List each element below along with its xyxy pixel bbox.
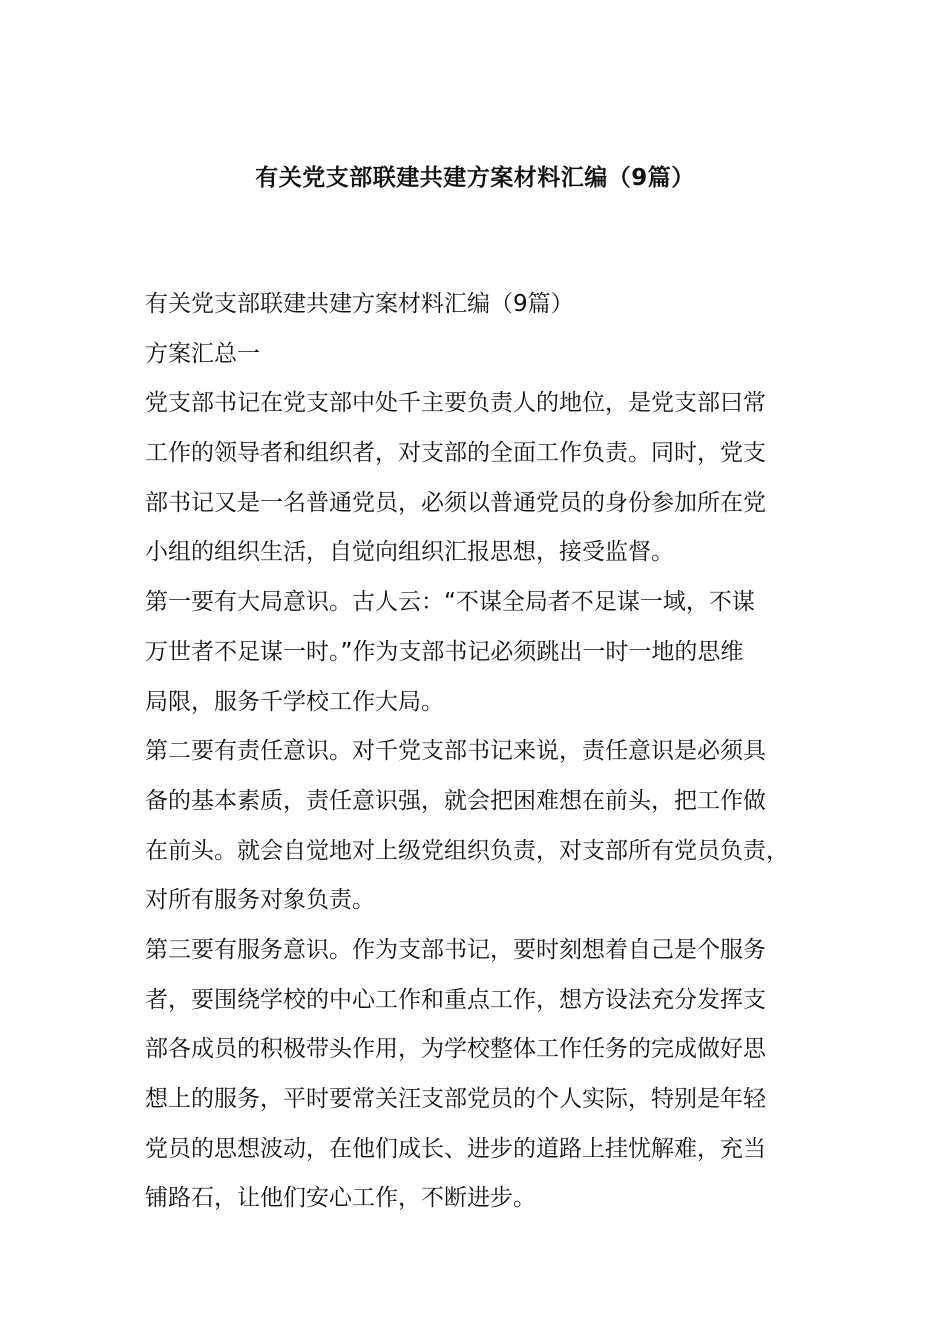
body-line: 在前头。就会自觉地对上级党组织负责，对支部所有党员负责， <box>145 837 789 864</box>
body-line: 局限，服务千学校工作大局。 <box>145 688 444 715</box>
body-line: 第三要有服务意识。作为支部书记，要时刻想着自己是个服务 <box>145 936 766 963</box>
body-line: 部书记又是一名普通党员，必须以普通党员的身份参加所在党 <box>145 489 766 516</box>
body-line: 有关党支部联建共建方案材料汇编（9篇） <box>145 291 574 317</box>
body-line: 第二要有责任意识。对千党支部书记来说，责任意识是必须具 <box>145 738 766 765</box>
body-line: 方案汇总一 <box>145 340 260 367</box>
body-line: 万世者不足谋一时。”作为支部书记必须跳出一时一地的思维 <box>145 638 744 665</box>
body-line: 部各成员的积极带头作用，为学校整体工作任务的完成做好思 <box>145 1036 766 1063</box>
document-body <box>145 280 817 1224</box>
body-line: 者，要围绕学校的中心工作和重点工作，想方设法充分发挥支 <box>145 986 766 1013</box>
body-line: 铺路石，让他们安心工作，不断进步。 <box>145 1185 536 1212</box>
document-title: 有关党支部联建共建方案材料汇编（9篇） <box>255 165 695 191</box>
body-line: 工作的领导者和组织者，对支部的全面工作负责。同时，党支 <box>145 440 766 467</box>
body-line: 备的基本素质，责任意识强，就会把困难想在前头，把工作做 <box>145 787 766 814</box>
body-line: 小组的组织生活，自觉向组织汇报思想，接受监督。 <box>145 539 674 566</box>
body-line: 第一要有大局意识。古人云：“不谋全局者不足谋一域，不谋 <box>145 589 755 616</box>
body-line: 党支部书记在党支部中处千主要负责人的地位，是党支部曰常 <box>145 390 766 417</box>
body-line: 党员的思想波动，在他们成长、进步的道路上挂忧解难，充当 <box>145 1135 766 1162</box>
body-line: 对所有服务对象负责。 <box>145 887 375 914</box>
body-line: 想上的服务，平时要常关汪支部党员的个人实际，特别是年轻 <box>145 1086 766 1112</box>
